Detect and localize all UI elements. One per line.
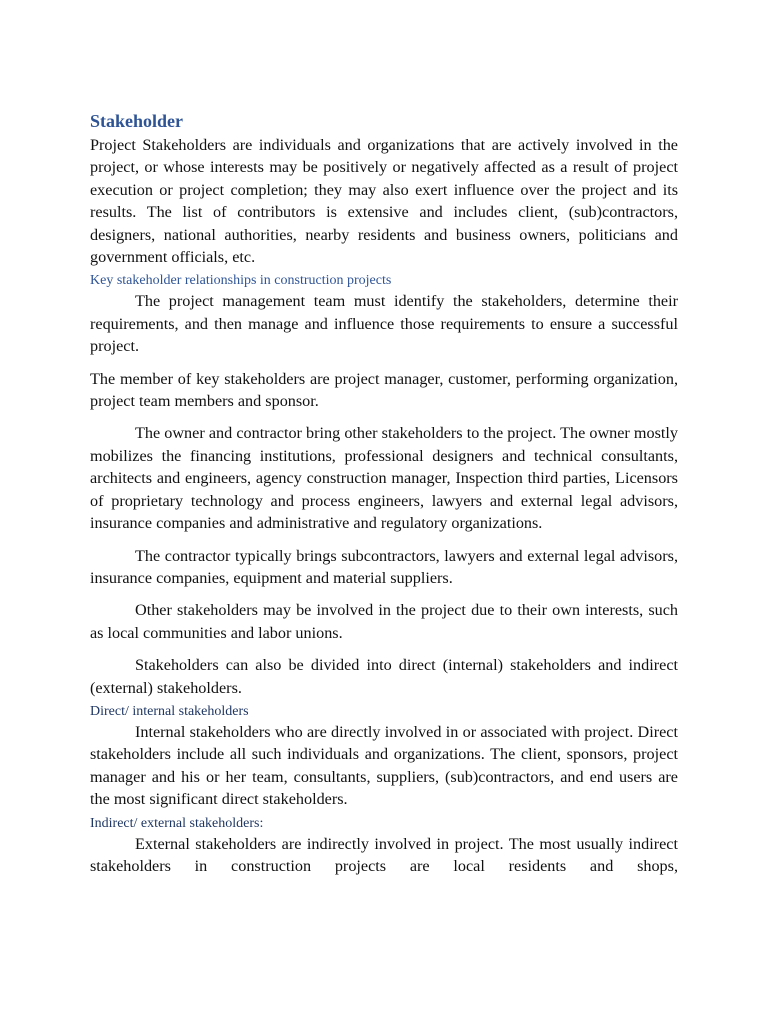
paragraph: The owner and contractor bring other stakeholders to the project. The owner mostly mobilizes the financing institutions, professional designers and technical consultants, architects and engineers, agency construction manager, Inspection third parties, Licensors of proprietary technology and process engineers, lawyers and external legal advisors, insurance companies and administrative and regulatory organizations.: [90, 424, 678, 533]
paragraph: Stakeholders can also be divided into direct (internal) stakeholders and indirect (external) stakeholders.: [90, 656, 678, 697]
section-heading-direct: Direct/ internal stakeholders: [90, 703, 249, 719]
page-title: Stakeholder: [90, 111, 184, 131]
document-page: [90, 108, 678, 887]
paragraph: Internal stakeholders who are directly involved in or associated with project. Direct stakeholders include all such individuals and organizations. The client, sponsors, project manager and his or her team, consultants, suppliers, (sub)contractors, and end users are the most significant direct stakeholders.: [90, 722, 678, 809]
paragraph: External stakeholders are indirectly involved in project. The most usually indirect stakeholders in construction projects are local residents and shops,: [90, 834, 678, 875]
paragraph: The contractor typically brings subcontractors, lawyers and external legal advisors, insurance companies, equipment and material suppliers.: [90, 546, 678, 587]
paragraph: The project management team must identify the stakeholders, determine their requirements, and then manage and influence those requirements to ensure a successful project.: [90, 292, 678, 356]
intro-paragraph: Project Stakeholders are individuals and organizations that are actively involved in the project, or whose interests may be positively or negatively affected as a result of project execution or project completion; they may also exert influence over the project and its results. The list of contributors is extensive and includes client, (sub)contractors, designers, national authorities, nearby residents and business owners, politicians and government officials, etc.: [90, 136, 678, 267]
paragraph: The member of key stakeholders are project manager, customer, performing organization, project team members and sponsor.: [90, 369, 678, 411]
section-heading-key-relationships: Key stakeholder relationships in construction projects: [90, 273, 392, 289]
section-heading-indirect: Indirect/ external stakeholders:: [90, 815, 264, 831]
paragraph: Other stakeholders may be involved in the project due to their own interests, such as local communities and labor unions.: [90, 601, 678, 642]
